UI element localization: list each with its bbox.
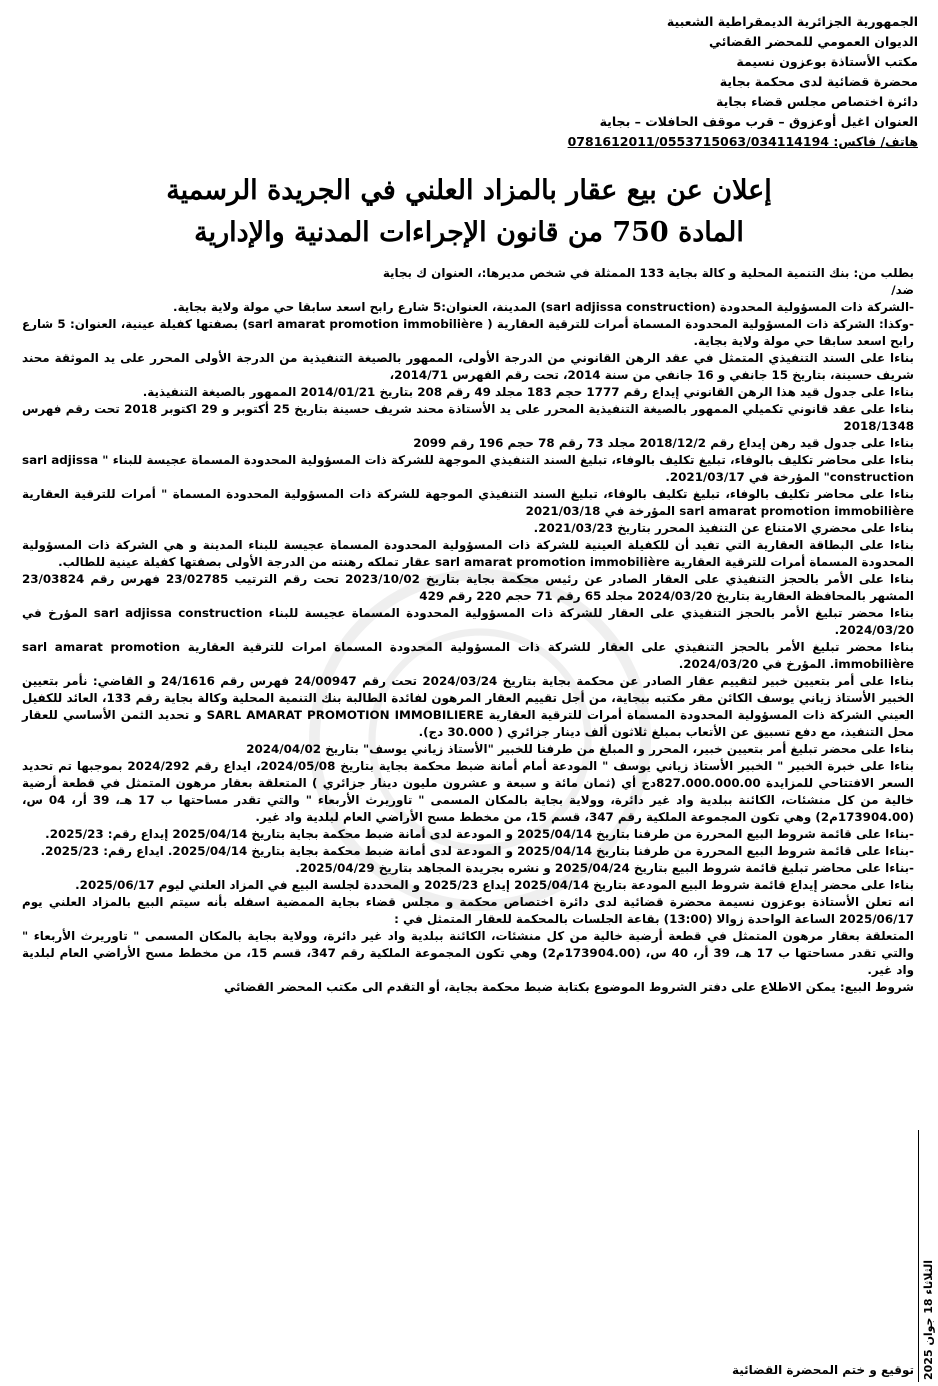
body-paragraph: المتعلقة بعقار مرهون المتمثل في قطعة أرضية خالية من كل منشئات، الكائنة ببلدية واد غير دائرة، وولاية بجاية بالمكان المسمى " تاوريرث الأربعاء " والتي تقدر مساحتها ب 17 هـ، 39 أر، 40 س، (173904.00م2) وهي تكون المجموعة الملكية رقم 347، قسم 15، من مخطط مسح الأراضي العام لبلدية واد غير.	[22, 929, 915, 977]
body-paragraph: بناءا محضر تبليغ الأمر بالحجز التنفيذي على العقار للشركة ذات المسؤولية المحدودة المسماة عجيسة للبناء sarl adjissa construction المؤرخ في 2024/03/20.	[22, 606, 914, 637]
body-paragraph: بناءا على محضر تبليغ أمر بتعيين خبير، المحرر و المبلغ من طرفنا للخبير "الأستاذ زياني يوسف" بتاريخ 2024/04/02	[246, 742, 914, 756]
body-paragraph: بناءا على السند التنفيذي المتمثل في عقد الرهن القانوني من الدرجة الأولى، الممهور بالصيغة التنفيذية من الدرجة الأولى المحرر على يد الموثقة محند شريف حسينة، بتاريخ 15 جانفي و 16 جانفي من سنة 2014، تحت رقم الفهرس 2014/71،	[22, 351, 914, 382]
header-line: مكتب الأستاذة بوعزون نسيمة	[736, 54, 918, 69]
sale-conditions-paragraph: شروط البيع: يمكن الاطلاع على دفتر الشروط الموضوع بكتابة ضبط محكمة بجاية، أو التقدم الى مكتب المحضر القضائي	[223, 980, 914, 994]
announcement-body	[22, 265, 914, 996]
body-paragraph: بناءا على خبرة الخبير " الخبير الأستاذ زياني يوسف " المودعة أمام أمانة ضبط محكمة بجاية بتاريخ 2024/05/08، ايداع رقم 2024/292 بموجبها تم تحديد السعر الافتتاحي للمزايدة 827.000.000.00دج أي (ثمان مائة و سبعة و عشرون مليون دينار جزائري ) المتعلقة بعقار مرهون المتمثل في قطعة أرضية خالية من كل منشئات، الكائنة ببلدية واد غير دائرة، وولاية بجاية بالمكان المسمى " تاوريرث الأربعاء " والتي تقدر مساحتها ب 17 هـ، 39 أر، 04 س، (173904.00م2) وهي تكون المجموعة الملكية رقم 347، قسم 15، من مخطط مسح الأراضي العام لبلدية واد غير.	[22, 759, 915, 824]
signature-line: توقيع و ختم المحضرة القضائية	[731, 1363, 914, 1377]
header-line: العنوان اغيل أوعزوق – قرب موقف الحافلات – بجاية	[599, 114, 918, 129]
body-paragraph: -الشركة ذات المسؤولية المحدودة (sarl adjissa construction) المدينة، العنوان:5 شارع رابح اسعد سابقا حي مولة ولاية بجاية.	[173, 300, 914, 314]
body-paragraph: بناءا على محاضر تكليف بالوفاء، تبليغ تكليف بالوفاء، تبليغ السند التنفيذي الموجهة للشركة ذات المسؤولية المحدودة المسماة " أمرات للترقية العقارية sarl amarat promotion immobilière المؤرخة في 2021/03/18	[22, 487, 914, 518]
body-paragraph: بناءا على عقد قانوني تكميلي الممهور بالصيغة التنفيذية المحرر على يد الأستاذة محند شريف حسينة بتاريخ 25 أكتوبر و 29 اكتوبر 2018 تحت رقم فهرس 2018/1348	[22, 402, 914, 433]
header-phone-line: هاتف/ فاكس: 0781612011/0553715063/034114194	[567, 134, 918, 149]
body-paragraph: بناءا محضر تبليغ الأمر بالحجز التنفيذي على العقار للشركة ذات المسؤولية المحدودة المسماة امرات للترقية العقارية sarl amarat promotion immobilière. المؤرخ في 2024/03/20.	[22, 640, 914, 671]
body-paragraph: بناءا على جدول قيد رهن إيداع رقم 2018/12/2 مجلد 73 رقم 78 حجم 196 رقم 2099	[413, 436, 914, 450]
body-paragraph: بناءا على جدول قيد هذا الرهن القانوني إيداع رقم 1777 حجم 183 مجلد 49 رقم 208 بتاريخ 2014/01/21 الممهور بالصيغة التنفيذية.	[142, 385, 914, 399]
body-paragraph: -بناءا على قائمة شروط البيع المحررة من طرفنا بتاريخ 2025/04/14 و المودعة لدى أمانة ضبط محكمة بجاية بتاريخ 2025/04/14. ايداع رقم: 2025/23.	[40, 844, 914, 858]
body-paragraph: -بناءا على قائمة شروط البيع المحررة من طرفنا بتاريخ 2025/04/14 و المودعة لدى أمانة ضبط محكمة بجاية بتاريخ 2025/04/14 إيداع رقم: 2025/23.	[45, 827, 914, 841]
body-paragraph: بناءا على البطاقة العقارية التي تفيد أن للكفيلة العينية للشركة ذات المسؤولية المحدودة المسماة عجيسة للبناء المدينة و هي الشركة ذات المسؤولية المحدودة المسماة أمرات للترقية العقارية sarl amarat promotion immobilière عقار تملكه رهنته من الدرجة الأولى بصفتها كفيلة عينية للطالب.	[22, 538, 914, 569]
header-line: محضرة قضائية لدى محكمة بجاية	[719, 74, 918, 89]
title-line-2: المادة 750 من قانون الإجراءات المدنية والإدارية	[194, 217, 744, 248]
header-line: الجمهورية الجزائرية الديمقراطية الشعبية	[666, 14, 918, 29]
body-paragraph: بناءا على الأمر بالحجز التنفيذي على العقار الصادر عن رئيس محكمة بجاية بتاريخ 2023/10/02 تحت رقم الترتيب 23/02785 فهرس رقم 23/03824 المشهر بالمحافظة العقارية بتاريخ 2024/03/20 مجلد 65 رقم 71 حجم 220 رقم 429	[22, 572, 914, 603]
header-line: الديوان العمومي للمحضر القضائي	[709, 34, 918, 49]
title-line-1: إعلان عن بيع عقار بالمزاد العلني في الجريدة الرسمية	[166, 175, 772, 206]
body-paragraph: انه تعلن الأستاذة بوعزون نسيمة محضرة قضائية لدى دائرة اختصاص محكمة و مجلس قضاء بجاية الممضية اسفله بأنه سيتم البيع بالمزاد العلني يوم 2025/06/17 الساعة الواحدة زوالا (13:00) بقاعة الجلسات بالمحكمة للعقار المتمثل في :	[22, 895, 914, 926]
newspaper-date-text: 2025 الثلاثاء 18 جوان	[922, 1259, 935, 1380]
body-paragraph: بطلب من: بنك التنمية المحلية و كالة بجاية 133 الممثلة في شخص مديرها:، العنوان ك بجاية	[382, 266, 914, 280]
body-paragraph: -بناءا على محاضر تبليغ قائمة شروط البيع بتاريخ 2025/04/24 و نشره بجريدة المجاهد بتاريخ 2025/04/29.	[295, 861, 914, 875]
newspaper-date-strip	[918, 1130, 937, 1382]
body-paragraph: بناءا على محاضر تكليف بالوفاء، تبليغ تكليف بالوفاء، تبليغ السند التنفيذي الموجهة للشركة ذات المسؤولية المحدودة المسماة عجيسة للبناء " sarl adjissa construction" المؤرخة في 2021/03/17.	[22, 453, 914, 484]
body-paragraph: -وكذا: الشركة ذات المسؤولية المحدودة المسماة أمرات للترقية العقارية ( sarl amarat promotion immobilière) بصفتها كفيلة عينية، العنوان: 5 شارع رابح اسعد سابقا حي مولة ولاية بجاية.	[22, 317, 914, 348]
body-paragraph: بناءا على محضر إيداع قائمة شروط البيع المودعة بتاريخ 2025/04/14 إيداع 2025/23 و المحددة لجلسة البيع في المزاد العلني ليوم 2025/06/17.	[75, 878, 914, 892]
announcement-title	[30, 170, 908, 254]
issuer-header	[498, 12, 918, 152]
header-line: دائرة اختصاص مجلس قضاء بجاية	[716, 94, 918, 109]
body-paragraph: بناءا على أمر بتعيين خبير لتقييم عقار الصادر عن محكمة بجاية بتاريخ 2024/03/24 تحت رقم 24/00947 فهرس رقم 24/1616 و القاضي: نأمر بتعيين الخبير الأستاذ زياني يوسف الكائن مقر مكتبه ببجاية، من أجل تقييم العقار المرهون لفائدة الطالبة بنك التنمية المحلية وكالة بجاية رقم 133، العائد للكفيل العيني الشركة ذات المسؤولية المحدودة المسماة أمرات للترقية العقارية SARL AMARAT PROMOTION IMMOBILIERE و تحديد الثمن الأساسي للعقار محل التنفيذ، مع دفع تسبيق عن الأتعاب بمبلغ ثلاثون ألف دينار جزائري ( 30.000 دج).	[22, 674, 915, 739]
body-paragraph: بناءا على محضري الامتناع عن التنفيذ المحرر بتاريخ 2021/03/23.	[533, 521, 914, 535]
body-paragraph: ضد/	[891, 283, 914, 297]
